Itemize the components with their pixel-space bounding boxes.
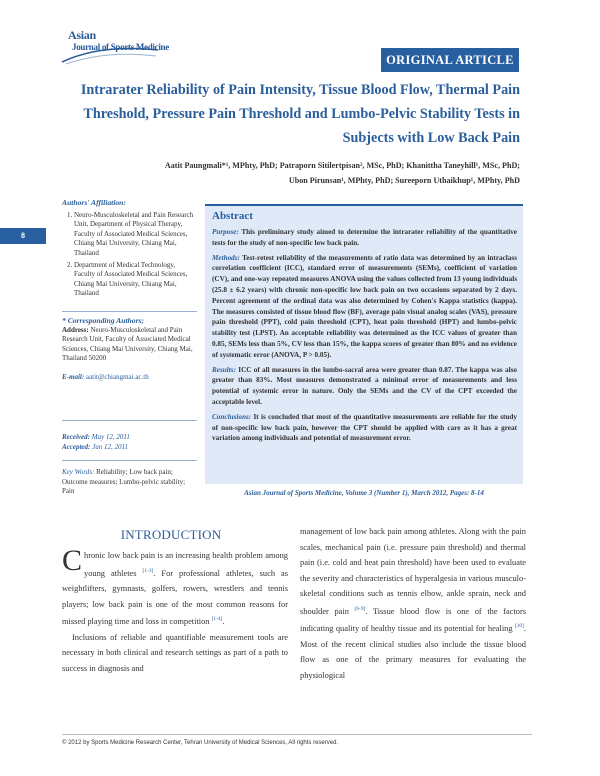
affiliations-block — [62, 198, 197, 301]
accepted-date: Jun 12, 2011 — [92, 442, 128, 451]
citation-ref[interactable]: [1-3] — [142, 567, 154, 574]
abstract-box — [205, 204, 523, 484]
body-column-right — [300, 524, 526, 684]
abstract-heading: Abstract — [212, 210, 253, 222]
keywords-label: Key Words: — [62, 468, 95, 476]
corresponding-heading: * Corresponding Authors; — [62, 316, 145, 325]
journal-logo — [58, 28, 178, 72]
article-type-badge: ORIGINAL ARTICLE — [381, 48, 519, 72]
journal-reference: Asian Journal of Sports Medicine, Volume 3 (Number 1), March 2012, Pages: 8-14 — [244, 489, 484, 497]
page-number: 8 — [0, 228, 46, 244]
results-text: ICC of all measures in the lumbo-sacral area were greater than 0.87. The kappa was also greater than 83%. Most measures demonstrated a minimal error of measurements and less potential of systemic error in nature. Only the SEMs and the CV of the CPT exceeded the acceptable level. — [212, 365, 518, 406]
author-list — [100, 158, 520, 188]
abstract-body — [212, 227, 517, 448]
author-line-2: Ubon Pirunsan¹, MPhty, PhD; Sureeporn Uthaikhup¹, MPhty, PhD — [288, 176, 520, 185]
intro-paragraph: Inclusions of reliable and quantifiable measurement tools are necessary in both clinical and research settings as part of a path to success in diagnosis and — [62, 632, 288, 673]
divider — [62, 311, 197, 312]
received-date: May 12, 2011 — [91, 433, 130, 441]
conclusions-text: It is concluded that most of the quantitative measurements are reliable for the study of non-specific low back pain, however the CPT should be applied with care as it has a great variation among individuals and potential of measurement error. — [212, 412, 518, 443]
divider — [62, 460, 197, 461]
intro-text: hronic low back pain is an increasing health problem among young athletes — [84, 551, 288, 578]
keywords-block — [62, 468, 197, 497]
intro-text: . For professional athletes, such as weightlifters, gymnasts, golfers, rowers, wrestlers and tennis players; low back pain is one of the most common reasons for missed playing time and loss in competition — [62, 568, 288, 626]
accepted-label: Accepted: — [62, 442, 91, 451]
intro-text: . Most of the recent clinical studies also include the tissue blood flow as one of the primary measures for evaluating the physiological — [300, 624, 526, 680]
citation-ref[interactable]: [1-4] — [211, 616, 223, 623]
results-label: Results: — [212, 365, 236, 374]
intro-text: . Tissue blood flow is one of the factors indicating quality of healthy tissue and its potential for healing — [300, 606, 527, 634]
corresponding-block — [62, 316, 197, 383]
email-link[interactable]: aatit@chiangmai.ac.th — [85, 372, 149, 381]
address-label: Address: — [62, 325, 89, 334]
citation-ref[interactable]: [10] — [514, 623, 524, 630]
dates-block — [62, 433, 197, 452]
section-heading-introduction: INTRODUCTION — [120, 527, 222, 542]
received-label: Received: — [62, 433, 90, 441]
drop-cap: C — [62, 544, 83, 577]
author-line-1: Aatit Paungmali*¹, MPhty, PhD; Patraporn Sitilertpisan², MSc, PhD; Khanittha Taneyhill¹, MSc, PhD; — [164, 161, 520, 170]
affiliations-heading: Authors' Affiliation: — [62, 198, 126, 207]
footer-divider — [62, 734, 532, 735]
divider — [62, 420, 197, 421]
logo-text-line2: Journal of Sports Medicine — [72, 42, 169, 52]
citation-ref[interactable]: [6-9] — [354, 605, 366, 612]
email-label: E-mail: — [62, 372, 85, 381]
address-text: Neuro-Musculoskeletal and Pain Research Unit, Faculty of Associated Medical Sciences, Chiang Mai University, Chiang Mai, Thailand 50200 — [62, 325, 193, 363]
purpose-label: Purpose: — [212, 228, 239, 236]
intro-text: . — [222, 616, 225, 626]
methods-text: Test-retest reliability of the measurements of ratio data was determined by an intraclass correlation coefficient (ICC), standard error of measurements (SEMs), coefficient of variation (CV), and one-way repeated measures ANOVA using the values collected from 13 young individuals (25.8 ± 6.2 years) with chronic non-specific low back pain on two occasions separated by 2 days. Percent agreement of the ordinal data was also determined by Cohen's Kappa statistics (kappa). The measures consisted of tissue blood flow (BF), average pain visual analog scales (VAS), pressure pain threshold (PPT), cold pain threshold (CPT), heat pain threshold (HPT) and lumbo-pelvic stability test (LPST). An acceptable reliability was determined as the ICC values of greater than 0.85, SEMs less than 5%, CV less than 15%, the kappa scores of greater than 80% and no evidence of systematic error (ANOVA, P > 0.05). — [212, 253, 517, 359]
conclusions-label: Conclusions: — [212, 412, 252, 421]
affiliation-item: 2. Department of Medical Technology, Faculty of Associated Medical Sciences, Chiang Mai University, Chiang Mai, Thailand — [74, 261, 197, 299]
affiliation-item: 1. Neuro-Musculoskeletal and Pain Research Unit, Department of Physical Therapy, Faculty of Associated Medical Sciences, Chiang Mai University, Chiang Mai, Thailand — [74, 211, 197, 259]
methods-label: Methods: — [212, 253, 240, 262]
purpose-text: This preliminary study aimed to determine the intrarater reliability of the quantitative tests for the study of non-specific low back pain. — [212, 228, 517, 247]
intro-text: management of low back pain among athletes. Along with the pain scales, mechanical pain (i.e. pressure pain threshold) and thermal pain (i.e. cold and heat pain threshold) have been used to evaluate the severity and characteristics of hyperalgesia in various musculo-skeletal conditions such as tennis elbow, ankle sprain, neck and shoulder pain — [300, 527, 526, 616]
keywords-text: Reliability; Low back pain; Outcome measures; Lumbo-pelvic stability; Pain — [62, 468, 186, 496]
article-title: Intrarater Reliability of Pain Intensity, Tissue Blood Flow, Thermal Pain Threshold, Pressure Pain Threshold and Lumbo-Pelvic Stability Tests in Subjects with Low Back Pain — [80, 82, 520, 146]
copyright-footer: © 2012 by Sports Medicine Research Center, Tehran University of Medical Sciences, All rights reserved. — [62, 740, 339, 746]
body-column-left — [62, 544, 288, 676]
logo-text-line1: Asian — [68, 28, 96, 42]
